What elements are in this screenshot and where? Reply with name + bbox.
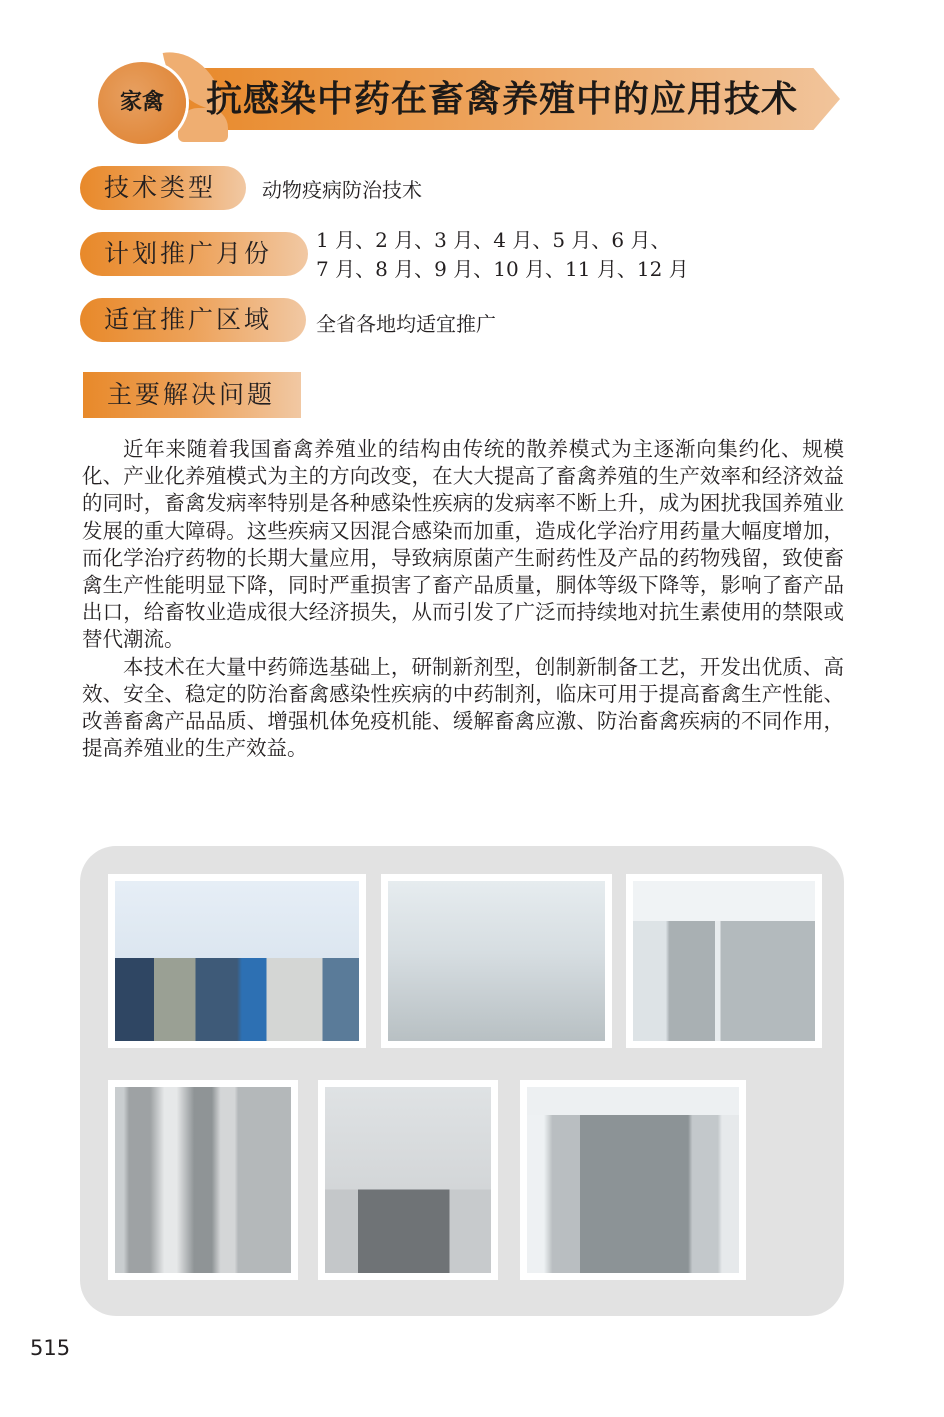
category-label: 家禽	[119, 90, 164, 115]
steel-doors-image	[633, 881, 815, 1041]
photo-trough-mixer	[520, 1080, 746, 1280]
photo-laboratory	[108, 874, 366, 1048]
trough-mixer-image	[527, 1087, 739, 1273]
field-value-months	[316, 226, 689, 284]
laboratory-image	[115, 881, 359, 1041]
section-heading: 主要解决问题	[83, 372, 301, 418]
page-title: 抗感染中药在畜禽养殖中的应用技术	[206, 79, 799, 120]
mixer-image	[325, 1087, 491, 1273]
body-text	[82, 436, 844, 762]
field-value-tech-type: 动物疫病防治技术	[262, 178, 422, 202]
field-label-region: 适宜推广区域	[80, 298, 306, 342]
field-label-tech-type: 技术类型	[80, 166, 246, 210]
months-line-1: 1 月、2 月、3 月、4 月、5 月、6 月、	[316, 228, 671, 252]
photo-mixer	[318, 1080, 498, 1280]
field-label-months: 计划推广月份	[80, 232, 308, 276]
granulator-image	[115, 1087, 291, 1273]
paragraph-1: 近年来随着我国畜禽养殖业的结构由传统的散养模式为主逐渐向集约化、规模化、产业化养殖模式为主的方向改变，在大大提高了畜禽养殖的生产效率和经济效益的同时，畜禽发病率特别是各种感染性疾病的发病率不断上升，成为困扰我国养殖业发展的重大障碍。这些疾病又因混合感染而加重，造成化学治疗用药量大幅度增加，而化学治疗药物的长期大量应用，导致病原菌产生耐药性及产品的药物残留，致使畜禽生产性能明显下降，同时严重损害了畜产品质量，胴体等级下降等，影响了畜产品出口，给畜牧业造成很大经济损失，从而引发了广泛而持续地对抗生素使用的禁限或替代潮流。	[82, 437, 844, 652]
corridor-image	[388, 881, 605, 1041]
page-number: 515	[30, 1336, 71, 1360]
photo-steel-doors	[626, 874, 822, 1048]
field-value-region: 全省各地均适宜推广	[316, 312, 496, 336]
photo-corridor	[381, 874, 612, 1048]
photo-granulator	[108, 1080, 298, 1280]
paragraph-2: 本技术在大量中药筛选基础上，研制新剂型，创制新制备工艺，开发出优质、高效、安全、稳定的防治畜禽感染性疾病的中药制剂，临床可用于提高畜禽生产性能、改善畜禽产品品质、增强机体免疫机能、缓解畜禽应激、防治畜禽疾病的不同作用，提高养殖业的生产效益。	[82, 654, 844, 761]
months-line-2: 7 月、8 月、9 月、10 月、11 月、12 月	[316, 257, 689, 281]
